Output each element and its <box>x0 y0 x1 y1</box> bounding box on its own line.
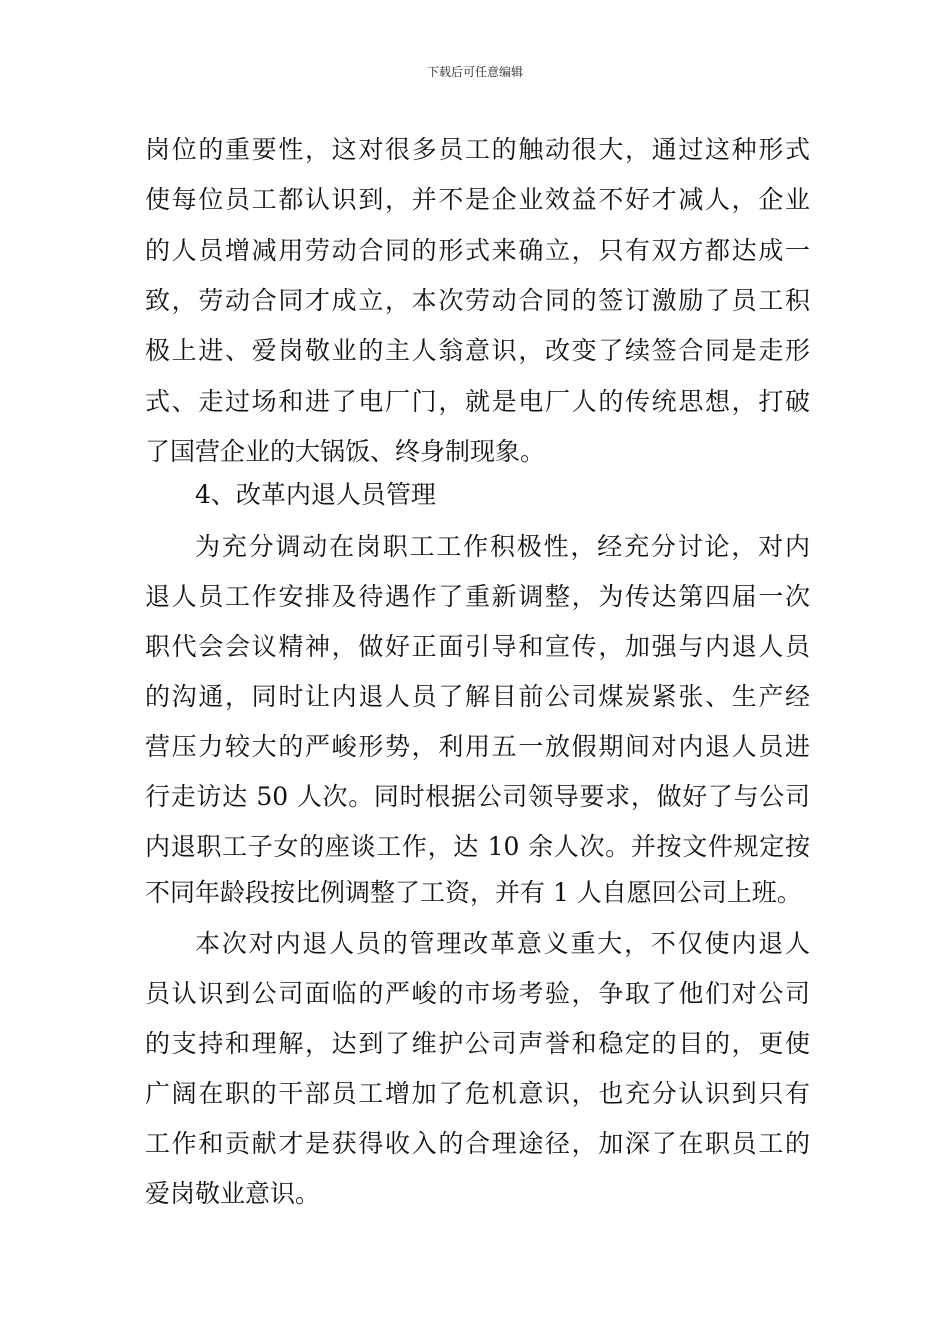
body-line: 职代会会议精神，做好正面引导和宣传，加强与内退人员 <box>145 632 810 661</box>
section-heading: 4、改革内退人员管理 <box>195 480 436 509</box>
body-line: 的人员增减用劳动合同的形式来确立，只有双方都达成一 <box>145 236 810 265</box>
body-line: 爱岗敬业意识。 <box>145 1179 321 1208</box>
body-line: 本次对内退人员的管理改革意义重大，不仅使内退人 <box>195 929 810 958</box>
body-line: 了国营企业的大锅饭、终身制现象。 <box>145 437 546 466</box>
body-line: 员认识到公司面临的严峻的市场考验，争取了他们对公司 <box>145 979 810 1008</box>
body-line: 行走访达 50 人次。同时根据公司领导要求，做好了与公司 <box>145 782 810 811</box>
body-line: 不同年龄段按比例调整了工资，并有 1 人自愿回公司上班。 <box>145 878 802 907</box>
body-line: 广阔在职的干部员工增加了危机意识，也充分认识到只有 <box>145 1079 810 1108</box>
body-line: 的沟通，同时让内退人员了解目前公司煤炭紧张、生产经 <box>145 682 810 711</box>
page-header: 下载后可任意编辑 <box>426 65 523 79</box>
body-line: 工作和贡献才是获得收入的合理途径，加深了在职员工的 <box>145 1129 810 1158</box>
body-line: 内退职工子女的座谈工作，达 10 余人次。并按文件规定按 <box>145 832 810 861</box>
body-line: 为充分调动在岗职工工作积极性，经充分讨论，对内 <box>195 532 810 561</box>
body-line: 致，劳动合同才成立，本次劳动合同的签订激励了员工积 <box>145 286 810 315</box>
body-line: 岗位的重要性，这对很多员工的触动很大，通过这种形式 <box>145 135 810 164</box>
body-line: 退人员工作安排及待遇作了重新调整，为传达第四届一次 <box>145 582 810 611</box>
body-line: 的支持和理解，达到了维护公司声誉和稳定的目的，更使 <box>145 1029 810 1058</box>
body-line: 使每位员工都认识到，并不是企业效益不好才减人，企业 <box>145 185 810 214</box>
body-line: 式、走过场和进了电厂门，就是电厂人的传统思想，打破 <box>145 387 810 416</box>
body-line: 极上进、爱岗敬业的主人翁意识，改变了续签合同是走形 <box>145 336 810 365</box>
body-line: 营压力较大的严峻形势，利用五一放假期间对内退人员进 <box>145 732 810 761</box>
